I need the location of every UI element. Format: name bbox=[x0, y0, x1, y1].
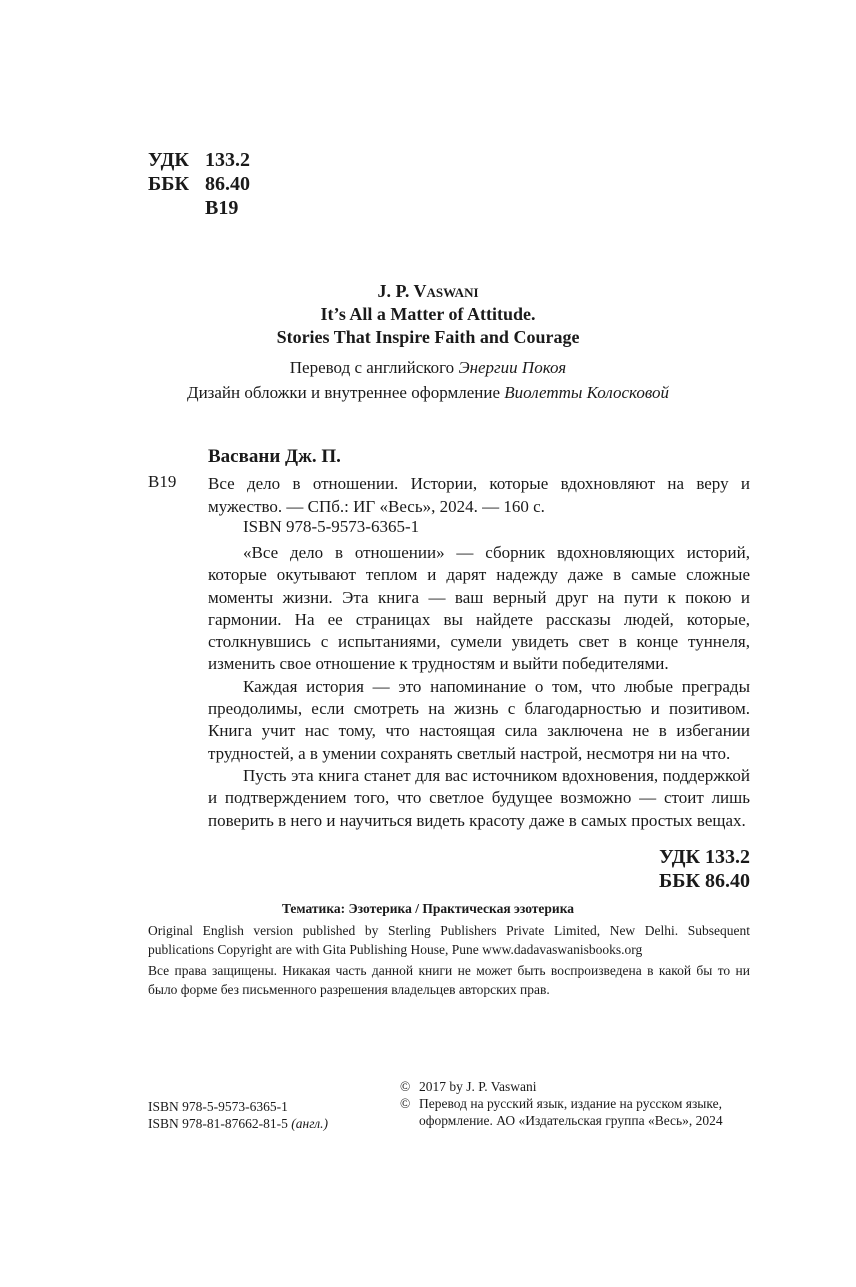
design-credit bbox=[120, 380, 736, 405]
abstract bbox=[208, 542, 750, 832]
credits bbox=[120, 355, 736, 405]
translation-prefix: Перевод с английского bbox=[289, 358, 455, 377]
card-description: Все дело в отношении. Истории, которые вдохновляют на веру и мужество. — СПб.: ИГ «Весь», 2024. — 160 с. bbox=[208, 474, 750, 516]
copyright-icon: © bbox=[400, 1079, 411, 1094]
rights-notice: Все права защищены. Никакая часть данной книги не может быть воспроизведена в какой бы то ни было форме без письменного разрешения владельцев авторских прав. bbox=[148, 963, 750, 997]
udk-label: УДК bbox=[148, 149, 189, 171]
designer-name: Виолетты Колосковой bbox=[504, 383, 670, 402]
card-author-heading: Васвани Дж. П. bbox=[208, 446, 341, 467]
copyright-text: Перевод на русский язык, издание на русском языке, оформление. АО «Издательская группа «Весь», 2024 bbox=[419, 1096, 723, 1128]
isbn-english-row bbox=[148, 1115, 328, 1132]
card-code: В19 bbox=[148, 472, 177, 491]
abstract-paragraph: Пусть эта книга станет для вас источником вдохновения, поддержкой и подтверждением того, что светлое будущее возможно — стоит лишь поверить в него и научиться видеть красоту даже в самых простых вещах. bbox=[208, 765, 750, 830]
bbk-label: ББК bbox=[148, 173, 189, 195]
bbk-row bbox=[148, 172, 250, 196]
copyright-text: 2017 by J. P. Vaswani bbox=[419, 1079, 537, 1094]
original-title-line1: It’s All a Matter of Attitude. bbox=[320, 304, 536, 324]
translator-name: Энергии Покоя bbox=[458, 358, 567, 377]
design-prefix: Дизайн обложки и внутреннее оформление bbox=[186, 383, 500, 402]
card-isbn: ISBN 978-5-9573-6365-1 bbox=[243, 517, 420, 536]
bbk-value: 86.40 bbox=[205, 173, 250, 195]
isbn-russian: ISBN 978-5-9573-6365-1 bbox=[148, 1099, 288, 1114]
copyright-block bbox=[400, 1078, 752, 1129]
isbn-list bbox=[148, 1098, 328, 1132]
theme-line: Тематика: Эзотерика / Практическая эзотерика bbox=[281, 901, 575, 916]
copyright-line bbox=[400, 1078, 752, 1095]
author-mark-row bbox=[148, 196, 250, 220]
translation-credit bbox=[120, 355, 736, 380]
classification-top bbox=[148, 148, 250, 220]
isbn-english-note: (англ.) bbox=[291, 1116, 329, 1131]
abstract-paragraph: «Все дело в отношении» — сборник вдохновляющих историй, которые окутывают теплом и дарят надежду даже в самые сложные моменты жизни. Эта книга — ваш верный друг на пути к покою и гармонии. На ее страницах вы найдете рассказы людей, которые, столкнувшись с испытаниями, сумели увидеть свет в конце туннеля, изменить свое отношение к трудностям и выйти победителями. bbox=[208, 543, 750, 674]
original-title-line2: Stories That Inspire Faith and Courage bbox=[276, 327, 580, 347]
udk-value: 133.2 bbox=[205, 149, 250, 171]
original-author: J. P. Vaswani bbox=[377, 281, 479, 301]
title-block bbox=[120, 280, 736, 349]
udk-row bbox=[148, 148, 250, 172]
bbk-bottom: ББК 86.40 bbox=[659, 870, 750, 892]
copyright-line bbox=[400, 1095, 752, 1129]
abstract-paragraph: Каждая история — это напоминание о том, что любые преграды преодолимы, если смотреть на жизнь с благодарностью и позитивом. Книга учит нас тому, что настоящая сила заключена не в избегании трудностей, а в умении сохранять светлый настрой, несмотря ни на что. bbox=[208, 676, 750, 763]
isbn-english: ISBN 978-81-87662-81-5 bbox=[148, 1116, 288, 1131]
udk-bottom: УДК 133.2 bbox=[659, 846, 750, 868]
author-mark: В19 bbox=[205, 197, 239, 219]
original-edition-notice: Original English version published by Sterling Publishers Private Limited, New Delhi. Subsequent publications Copyright are with Gita Publishing House, Pune www.dadavaswanisbooks.org bbox=[148, 923, 750, 957]
copyright-icon: © bbox=[400, 1096, 411, 1111]
classification-bottom bbox=[659, 845, 750, 893]
